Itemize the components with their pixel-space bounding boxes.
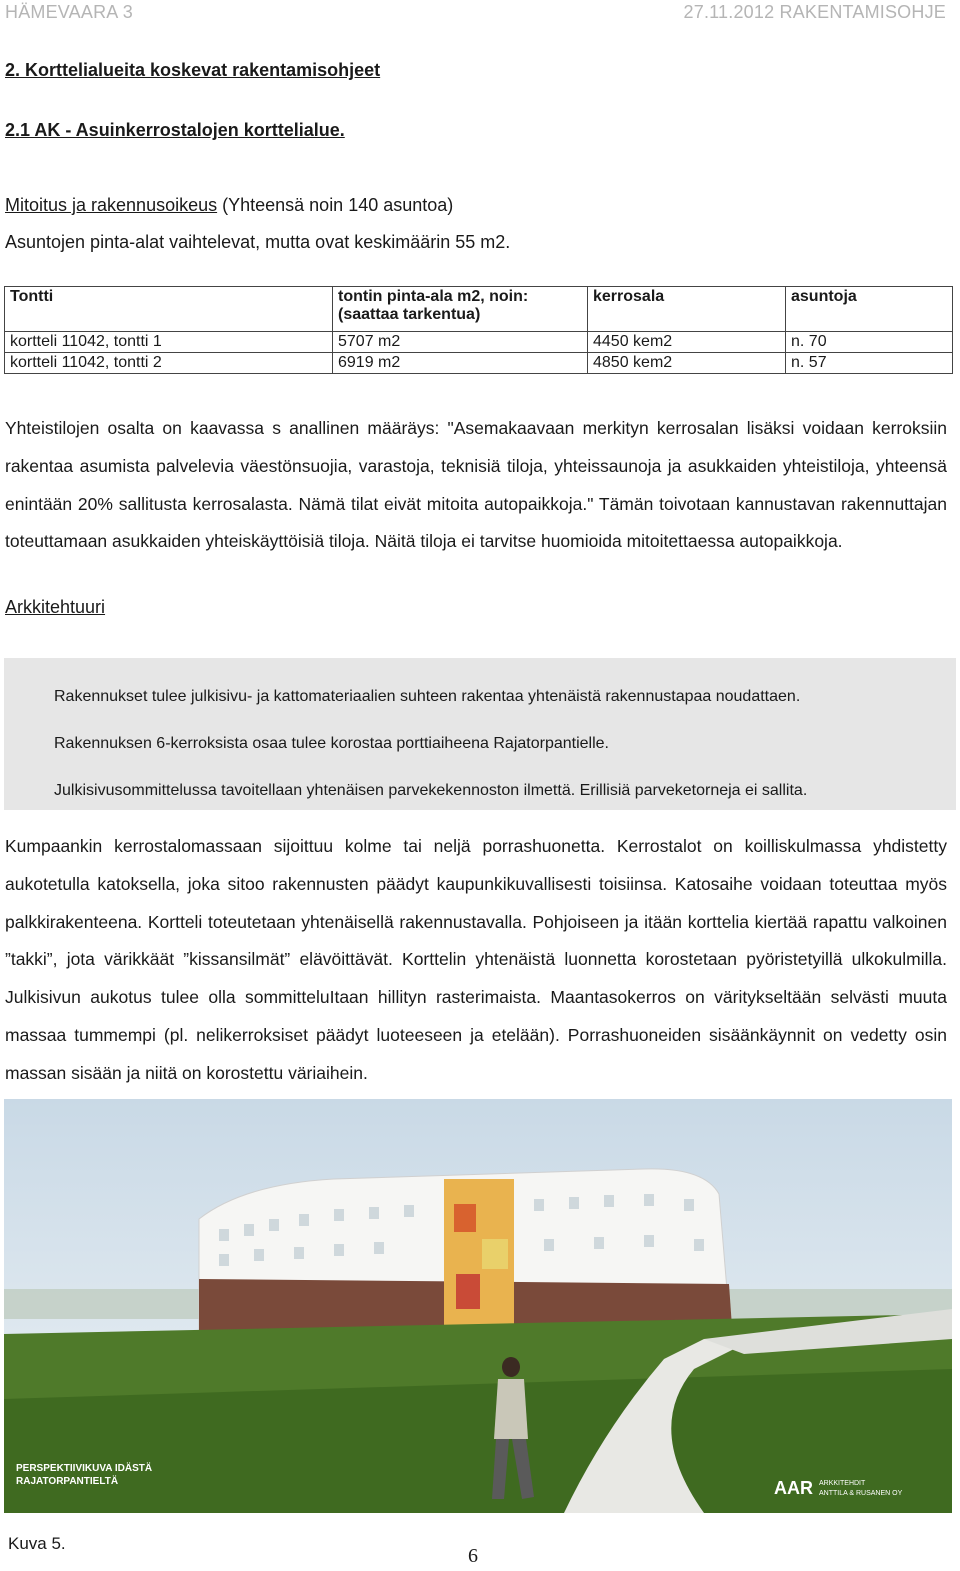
guideline-item: Julkisivusommittelussa tavoitellaan yhtenäisen parvekekennoston ilmettä. Erillisiä parveketorneja ei sallita. xyxy=(54,782,808,799)
col-header-asuntoja: asuntoja xyxy=(786,287,953,332)
cell-kerrosala: 4450 kem2 xyxy=(588,332,786,353)
section-heading: 2. Korttelialueita koskevat rakentamisohjeet xyxy=(5,60,381,80)
pinta-alat-line: Asuntojen pinta-alat vaihtelevat, mutta ovat keskimäärin 55 m2. xyxy=(5,232,511,252)
cell-pinta-ala: 6919 m2 xyxy=(333,353,588,374)
building-illustration xyxy=(4,1099,952,1513)
table-row xyxy=(5,332,953,353)
cell-asuntoja: n. 57 xyxy=(786,353,953,374)
kumpaankin-paragraph: Kumpaankin kerrostalomassaan sijoittuu kolme tai neljä porrashuonetta. Kerrostalot on koilliskulmassa yhdistetty aukotetulla katoksella, joka sitoo rakennusten päädyt kaupunkikuvallisesti toisiinsa. Katosaihe voidaan toteuttaa myös palkkirakenteena. Kortteli toteutetaan yhtenäisellä rakennustavalla. Pohjoiseen ja itään korttelia kiertää rapattu valkoinen ”takki”, jota värikkäät ”kissansilmät” elävöittävät. Korttelin yhtenäistä luonnetta korostetaan pyöristetyillä ulkokulmilla. Julkisivun aukotus tulee olla sommitteluItaan hillityn rasterimaista. Maantasokerros on väritykseltään selvästi muuta massaa tummempi (pl. nelikerroksiset päädyt luoteeseen ja etelään). Porrashuoneiden sisäänkäynnit on vedetty osin massan sisään ja niitä on korostettu väriaihein. xyxy=(5,836,947,1083)
table-header-row xyxy=(5,287,953,332)
perspective-rendering xyxy=(4,1099,952,1513)
mitoitus-line xyxy=(5,195,453,216)
col-header-pinta-ala-l1: tontin pinta-ala m2, noin: xyxy=(338,288,529,305)
guideline-item: Rakennuksen 6-kerroksista osaa tulee korostaa porttiaiheena Rajatorpantielle. xyxy=(54,735,609,752)
table-row xyxy=(5,353,953,374)
mitoitus-rest: (Yhteensä noin 140 asuntoa) xyxy=(217,195,454,215)
image-caption: Kuva 5. xyxy=(8,1534,66,1553)
guideline-item: Rakennukset tulee julkisivu- ja kattomateriaalien suhteen rakentaa yhtenäistä rakennustapaa noudattaen. xyxy=(54,688,801,705)
page-number: 6 xyxy=(468,1545,478,1567)
col-header-kerrosala: kerrosala xyxy=(588,287,786,332)
cell-pinta-ala: 5707 m2 xyxy=(333,332,588,353)
cell-tontti: kortteli 11042, tontti 2 xyxy=(5,353,333,374)
architect-logo: AAR xyxy=(774,1478,813,1498)
cell-tontti: kortteli 11042, tontti 1 xyxy=(5,332,333,353)
architect-logo-sub2: ANTTILA & RUSANEN OY xyxy=(819,1490,903,1497)
mitoitus-label: Mitoitus ja rakennusoikeus xyxy=(5,195,218,215)
guidelines-box xyxy=(4,658,956,810)
subsection-heading: 2.1 AK - Asuinkerrostalojen korttelialue. xyxy=(5,120,345,140)
col-header-pinta-ala-l2: (saattaa tarkentua) xyxy=(338,306,481,323)
architect-logo-sub1: ARKKITEHDIT xyxy=(819,1480,866,1487)
col-header-tontti: Tontti xyxy=(5,287,333,332)
col-header-pinta-ala xyxy=(333,287,588,332)
plots-table xyxy=(4,286,953,374)
header-left: HÄMEVAARA 3 xyxy=(5,2,133,22)
header-right: 27.11.2012 RAKENTAMISOHJE xyxy=(683,2,946,22)
yhteistilat-paragraph: Yhteistilojen osalta on kaavassa s anallinen määräys: "Asemakaavaan merkityn kerrosalan lisäksi voidaan kerroksiin rakentaa asumista palvelevia väestönsuojia, varastoja, teknisiä tiloja, yhteissaunoja ja asukkaiden yhteistiloja, yhteensä enintään 20% sallitusta kerrosalasta. Nämä tilat eivät mitoita autopaikkoja." Tämän toivotaan kannustavan rakennuttajan toteuttamaan asukkaiden yhteiskäyttöisiä tiloja. Näitä tiloja ei tarvitse huomioida mitoitettaessa autopaikkoja. xyxy=(5,418,947,552)
image-label-line2: RAJATORPANTIELTÄ xyxy=(16,1476,119,1487)
cell-kerrosala: 4850 kem2 xyxy=(588,353,786,374)
cell-asuntoja: n. 70 xyxy=(786,332,953,353)
arkkitehtuuri-heading: Arkkitehtuuri xyxy=(5,597,106,617)
image-label-line1: PERSPEKTIIVIKUVA IDÄSTÄ xyxy=(16,1463,153,1474)
